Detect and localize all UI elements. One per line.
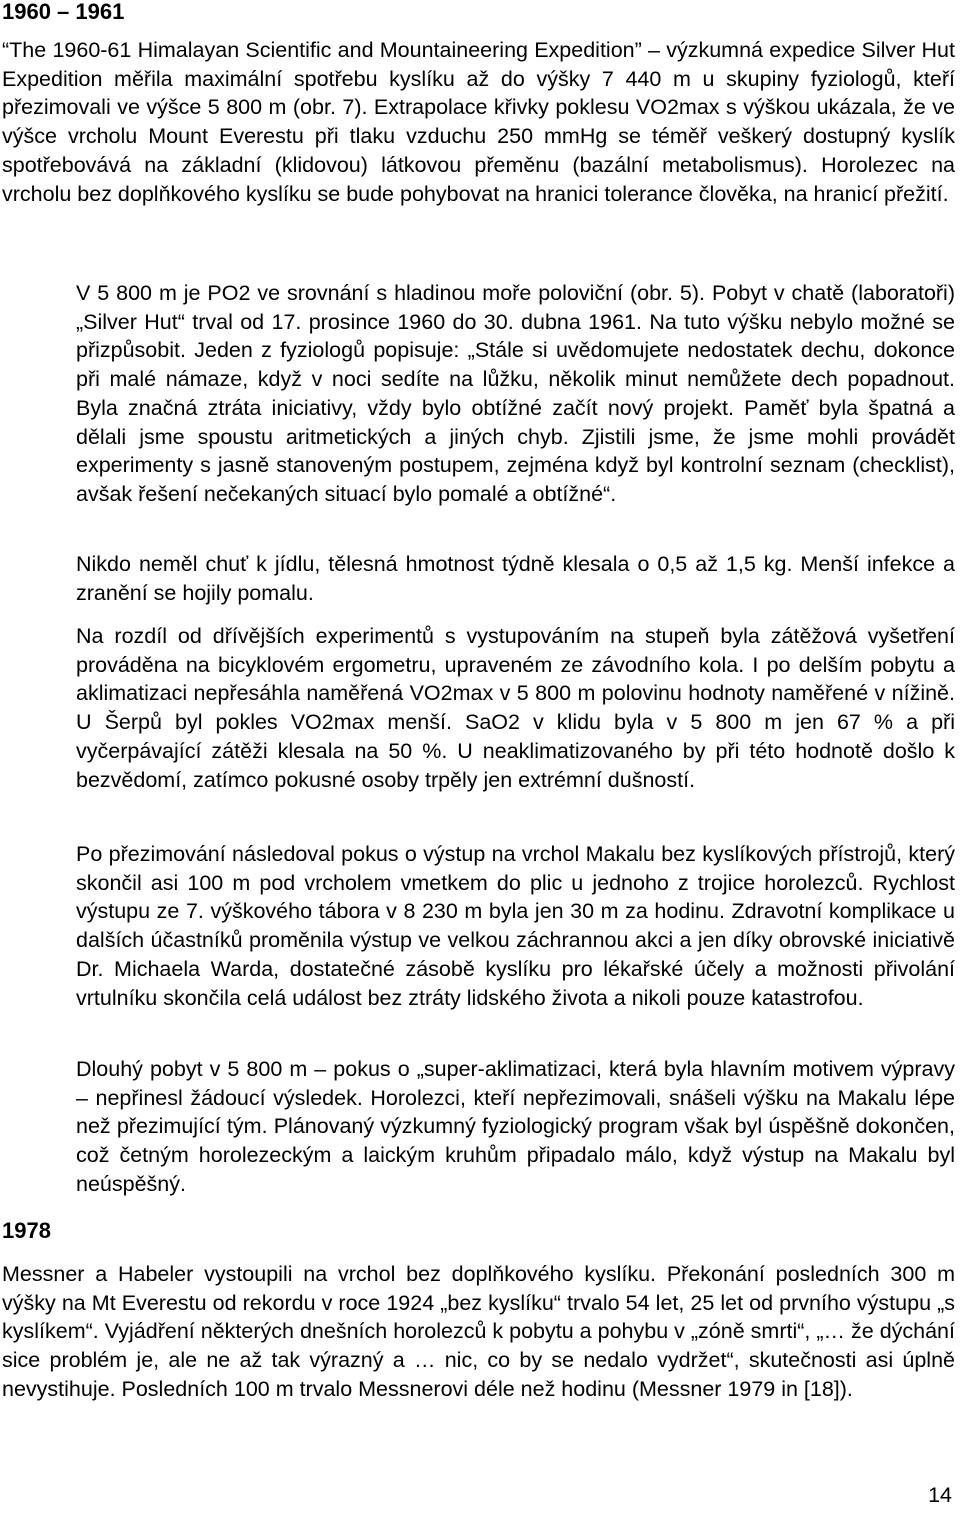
paragraph-messner-habeler: Messner a Habeler vystoupili na vrchol bez doplňkového kyslíku. Překonání posledních 300 m výšky na Mt Everestu od rekordu v roce 1924 „bez kyslíku“ trvalo 54 let, 25 let od prvního výstupu „s kyslíkem“. Vyjádření některých dnešních horolezců k pobytu a pohybu v „zóně smrti“, „… že dýchání sice problém je, ale ne až tak výrazný a … nic, co by se nedalo vydržet“, skutečnosti asi úplně nevystihuje. Posledních 100 m trvalo Messnerovi déle než hodinu (Messner 1979 in [18]). xyxy=(2,1262,955,1401)
section-heading-1978: 1978 xyxy=(2,1218,51,1243)
paragraph-po2-stay: V 5 800 m je PO2 ve srovnání s hladinou moře poloviční (obr. 5). Pobyt v chatě (laboratoři) „Silver Hut“ trval od 17. prosince 1960 do 30. dubna 1961. Na tuto výšku nebylo možné se přizpůsobit. Jeden z fyziologů popisuje: „Stále si uvědomujete nedostatek dechu, dokonce při malé námaze, když v noci sedíte na lůžku, několik minut nemůžete dech popadnout. Byla značná ztráta iniciativy, vždy bylo obtížné začít nový projekt. Paměť byla špatná a dělali jsme spoustu aritmetických a jiných chyb. Zjistili jsme, že jsme mohli provádět experimenty s jasně stanoveným postupem, zejména když byl kontrolní seznam (checklist), avšak řešení nečekaných situací bylo pomalé a obtížné“. xyxy=(76,281,955,506)
paragraph-appetite: Nikdo neměl chuť k jídlu, tělesná hmotnost týdně klesala o 0,5 až 1,5 kg. Menší infekce a zranění se hojily pomalu. xyxy=(76,552,955,605)
paragraph-silver-hut-intro: “The 1960-61 Himalayan Scientific and Mountaineering Expedition” – výzkumná expedice Silver Hut Expedition měřila maximální spotřebu kyslíku až do výšky 7 440 m u skupiny fyziologů, kteří přezimovali ve výšce 5 800 m (obr. 7). Extrapolace křivky poklesu VO2max s výškou ukázala, že ve výšce vrcholu Mount Everestu při tlaku vzduchu 250 mmHg se téměř veškerý dostupný kyslík spotřebovává na základní (klidovou) látkovou přeměnu (bazální metabolismus). Horolezec na vrcholu bez doplňkového kyslíku se bude pohybovat na hranici tolerance člověka, na hranicí přežití. xyxy=(2,38,955,206)
paragraph-ergometer: Na rozdíl od dřívějších experimentů s vystupováním na stupeň byla zátěžová vyšetření prováděna na bicyklovém ergometru, upraveném ze závodního kola. I po delším pobytu a aklimatizaci nepřesáhla naměřená VO2max v 5 800 m polovinu hodnoty naměřené v nížině. U Šerpů byl pokles VO2max menší. SaO2 v klidu byla v 5 800 m jen 67 % a při vyčerpávající zátěži klesala na 50 %. U neaklimatizovaného by při této hodnotě došlo k bezvědomí, zatímco pokusné osoby trpěly jen extrémní dušností. xyxy=(76,624,955,792)
paragraph-super-acclimatization: Dlouhý pobyt v 5 800 m – pokus o „super-aklimatizaci, která byla hlavním motivem výpravy – nepřinesl žádoucí výsledek. Horolezci, kteří nepřezimovali, snášeli výšku na Makalu lépe než přezimující tým. Plánovaný výzkumný fyziologický program však byl úspěšně dokončen, což četným horolezeckým a laickým kruhům připadalo málo, když výstup na Makalu byl neúspěšný. xyxy=(76,1057,955,1196)
section-heading-1960: 1960 – 1961 xyxy=(2,0,125,24)
paragraph-makalu-attempt: Po přezimování následoval pokus o výstup na vrchol Makalu bez kyslíkových přístrojů, který skončil asi 100 m pod vrcholem vmetkem do plic u jednoho z trojice horolezců. Rychlost výstupu ze 7. výškového tábora v 8 230 m byla jen 30 m za hodinu. Zdravotní komplikace u dalších účastníků proměnila výstup ve velkou záchrannou akci a jen díky obrovské iniciativě Dr. Michaela Warda, dostatečné zásobě kyslíku pro lékařské účely a možnosti přivolání vrtulníku skončila celá událost bez ztráty lidského života a nikoli pouze katastrofou. xyxy=(76,842,955,1010)
page-number: 14 xyxy=(928,1483,952,1507)
